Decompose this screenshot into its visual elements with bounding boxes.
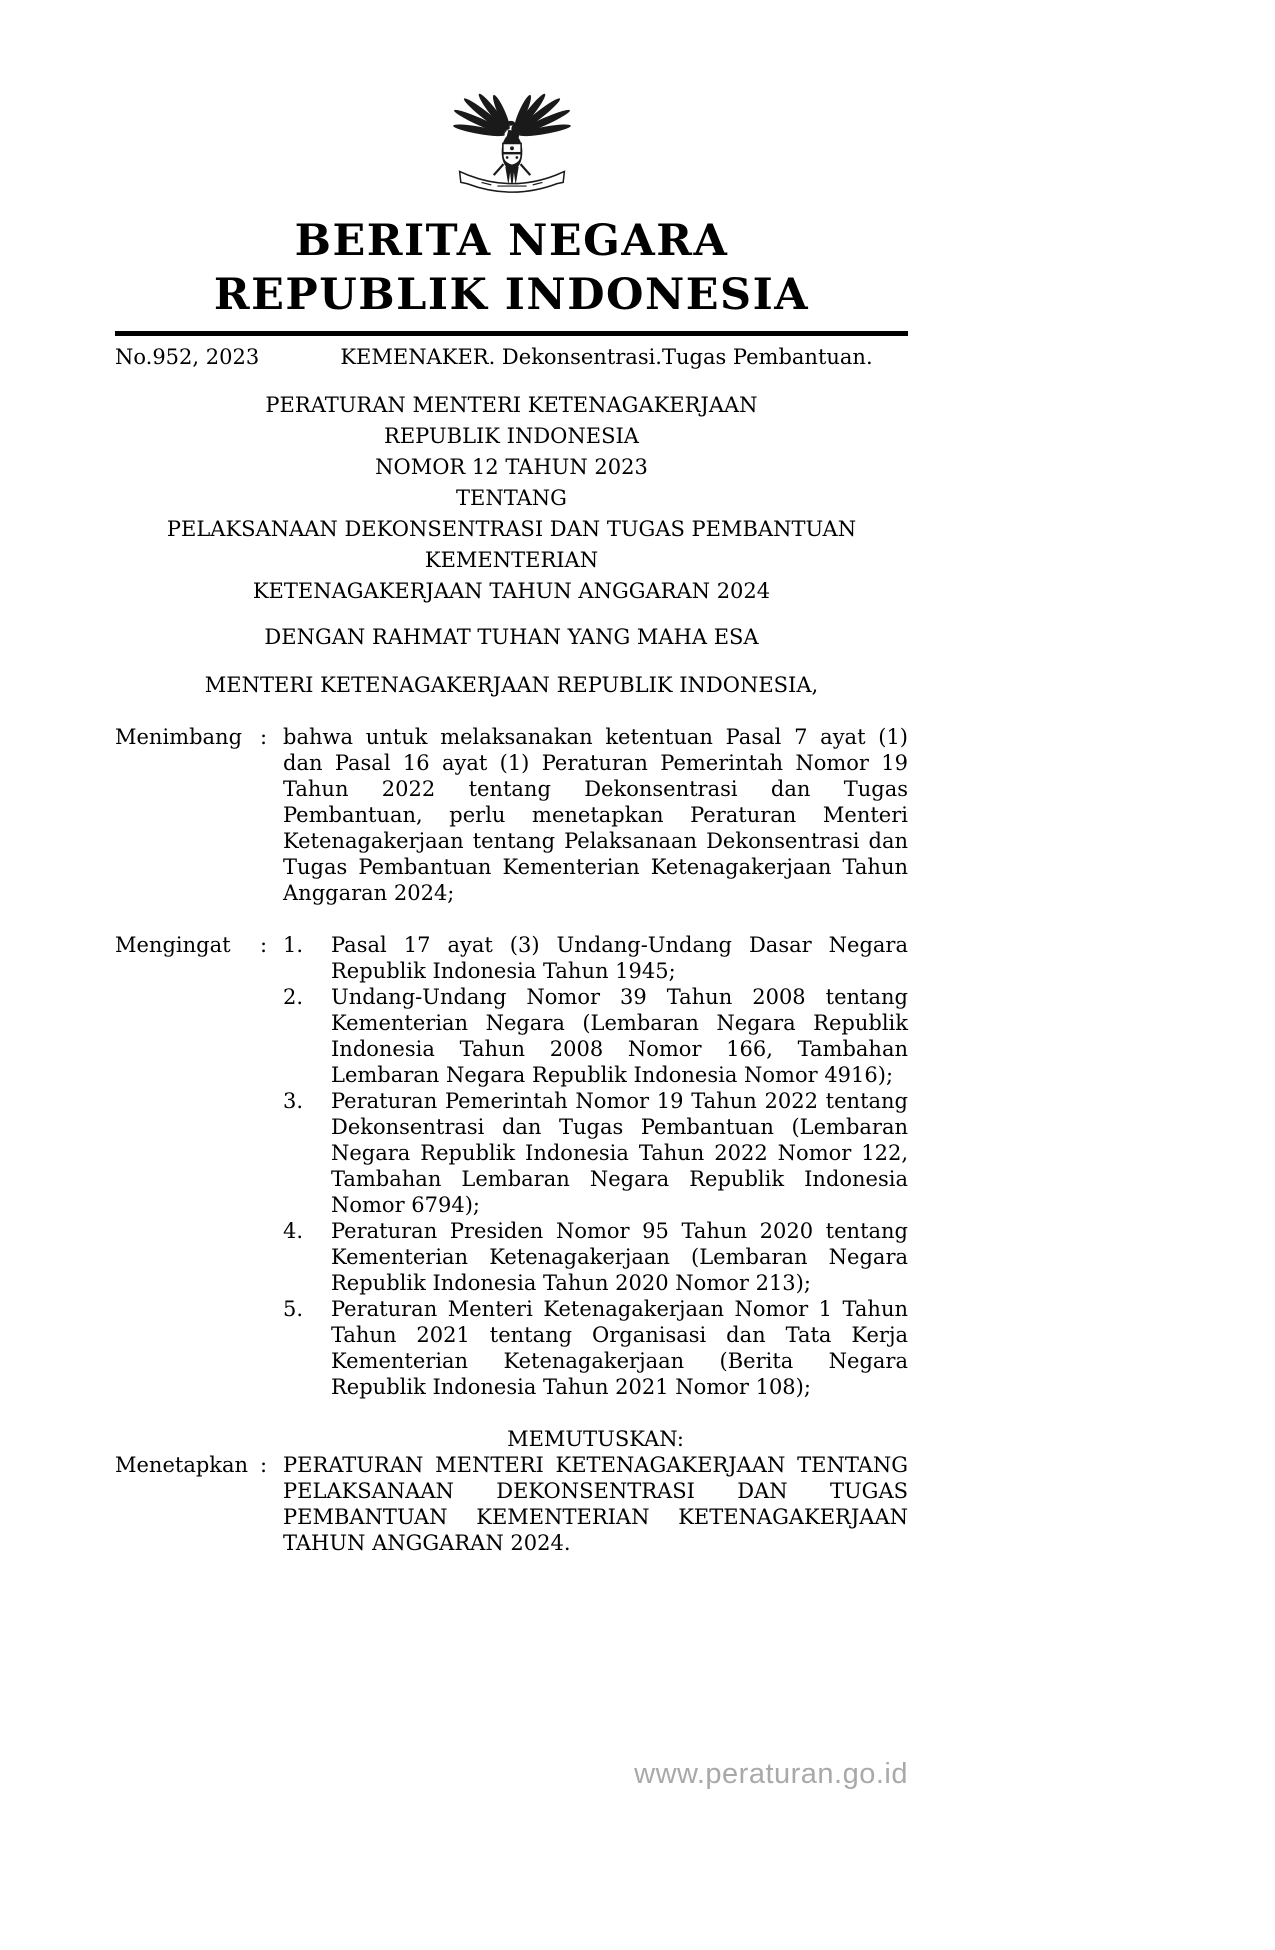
doc-title-line: TENTANG [456,486,567,510]
doc-title-block [115,390,908,607]
law-item-text: Peraturan Pemerintah Nomor 19 Tahun 2022 tentang Dekonsentrasi dan Tugas Pembantuan (Lembaran Negara Republik Indonesia Tahun 2022 Nomor 122, Tambahan Lembaran Negara Republik Indonesia Nomor 6794); [331,1089,908,1217]
garuda-emblem [115,80,908,202]
enactment-colon: : [260,1453,268,1477]
legal-basis-label: Mengingat [115,933,231,957]
considerations-colon: : [260,725,268,749]
decision-heading: MEMUTUSKAN: [507,1427,684,1451]
law-item-number: 3. [283,1089,304,1113]
law-item [283,1088,908,1218]
law-item-number: 4. [283,1219,304,1243]
authority-line: MENTERI KETENAGAKERJAAN REPUBLIK INDONESIA, [204,673,819,697]
page-content [115,0,908,1556]
masthead-rule [115,331,908,336]
law-item-number: 2. [283,985,304,1009]
doc-title-line: REPUBLIK INDONESIA [384,424,639,448]
masthead-title-line2: REPUBLIK INDONESIA [213,270,810,320]
masthead-title [115,214,908,322]
enactment-section [115,1452,908,1556]
issue-row [115,344,908,370]
law-item-text: Undang-Undang Nomor 39 Tahun 2008 tentang Kementerian Negara (Lembaran Negara Republik Indonesia Tahun 2008 Nomor 166, Tambahan Lembaran Negara Republik Indonesia Nomor 4916); [331,985,908,1087]
legal-basis-section [115,932,908,1400]
legal-basis-list [283,932,908,1400]
law-item [283,1296,908,1400]
clauses [115,724,908,1556]
doc-title-line: PELAKSANAAN DEKONSENTRASI DAN TUGAS PEMBANTUAN KEMENTERIAN [166,517,857,572]
doc-title-line: NOMOR 12 TAHUN 2023 [375,455,648,479]
issue-subject: KEMENAKER. Dekonsentrasi.Tugas Pembantuan. [340,345,873,369]
masthead-title-line1: BERITA NEGARA [294,216,729,266]
law-item [283,1218,908,1296]
watermark-url: www.peraturan.go.id [634,1758,908,1790]
law-item-number: 5. [283,1297,304,1321]
considerations-label: Menimbang [115,725,243,749]
law-item-text: Pasal 17 ayat (3) Undang-Undang Dasar Negara Republik Indonesia Tahun 1945; [331,933,908,983]
law-item [283,932,908,984]
law-item [283,984,908,1088]
considerations-text: bahwa untuk melaksanakan ketentuan Pasal 7 ayat (1) dan Pasal 16 ayat (1) Peraturan Pemerintah Nomor 19 Tahun 2022 tentang Dekonsentrasi dan Tugas Pembantuan, perlu menetapkan Peraturan Menteri Ketenagakerjaan tentang Pelaksanaan Dekonsentrasi dan Tugas Pembantuan Kementerian Ketenagakerjaan Tahun Anggaran 2024; [283,725,908,905]
doc-title-line: PERATURAN MENTERI KETENAGAKERJAAN [265,393,758,417]
doc-title-line: KETENAGAKERJAAN TAHUN ANGGARAN 2024 [252,579,771,603]
garuda-pancasila-icon [445,80,579,202]
law-item-number: 1. [283,933,304,957]
law-item-text: Peraturan Menteri Ketenagakerjaan Nomor 1 Tahun Tahun 2021 tentang Organisasi dan Tata Kerja Kementerian Ketenagakerjaan (Berita Negara Republik Indonesia Tahun 2021 Nomor 108); [331,1297,908,1399]
enactment-label: Menetapkan [115,1453,249,1477]
law-item-text: Peraturan Presiden Nomor 95 Tahun 2020 tentang Kementerian Ketenagakerjaan (Lembaran Negara Republik Indonesia Tahun 2020 Nomor 213); [331,1219,908,1295]
issue-number: No.952, 2023 [115,345,260,369]
considerations-section [115,724,908,906]
invocation: DENGAN RAHMAT TUHAN YANG MAHA ESA [264,625,759,649]
enactment-text: PERATURAN MENTERI KETENAGAKERJAAN TENTANG PELAKSANAAN DEKONSENTRASI DAN TUGAS PEMBANTUAN KEMENTERIAN KETENAGAKERJAAN TAHUN ANGGARAN 2024. [283,1453,908,1555]
legal-basis-colon: : [260,933,268,957]
